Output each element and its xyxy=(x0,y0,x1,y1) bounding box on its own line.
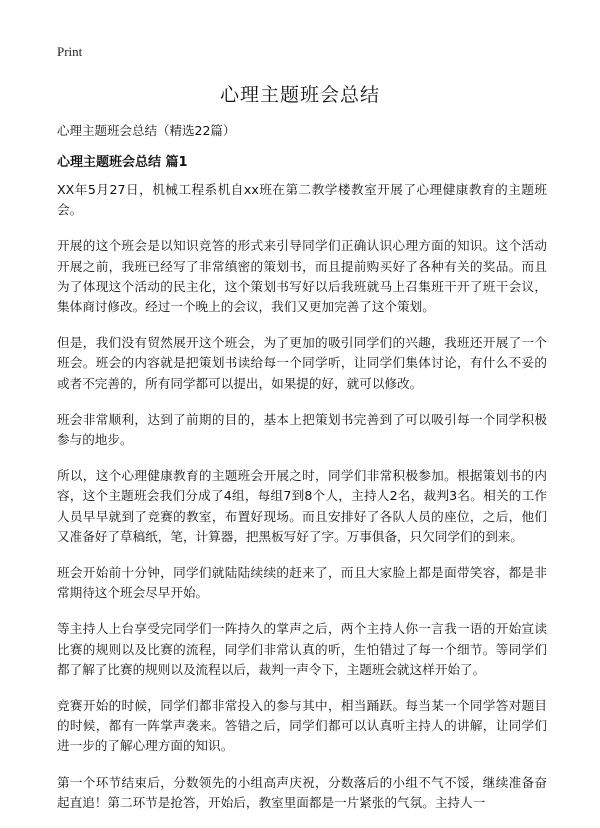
paragraph: 但是，我们没有贸然展开这个班会，为了更加的吸引同学们的兴趣，我班还开展了一个班会。班会的内容就是把策划书读给每一个同学听，让同学们集体讨论，有什么不妥的或者不完善的，所有同学都可以提出，如果提的好，就可以修改。 xyxy=(57,335,547,391)
document-title: 心理主题班会总结 xyxy=(219,84,380,106)
document-subtitle: 心理主题班会总结（精选22篇） xyxy=(57,123,236,138)
paragraph: 竞赛开始的时候，同学们都非常投入的参与其中，相当踊跃。每当某一个同学答对题目的时候，都有一阵掌声袭来。答错之后，同学们都可以认真听主持人的讲解，让同学们进一步的了解心理方面的知识。 xyxy=(57,698,547,754)
paragraph: 第一个环节结束后，分数领先的小组高声庆祝，分数落后的小组不气不馁，继续准备奋起直追！第二环节是抢答，开始后，教室里面都是一片紧张的气氛。主持人一 xyxy=(57,774,547,810)
paragraph: 班会非常顺利，达到了前期的目的，基本上把策划书完善到了可以吸引每一个同学积极参与的地步。 xyxy=(57,411,547,448)
paragraph: 所以，这个心理健康教育的主题班会开展之时，同学们非常积极参加。根据策划书的内容，这个主题班会我们分成了4组，每组7到8个人，主持人2名，裁判3名。相关的工作人员早早就到了竞赛的教室，布置好现场。而且安排好了各队人员的座位，之后，他们又准备好了草稿纸，笔，计算器，把黑板写好了字。万事俱备，只欠同学们的到来。 xyxy=(57,468,547,544)
paragraph: 班会开始前十分钟，同学们就陆陆续续的赶来了，而且大家脸上都是面带笑容，都是非常期待这个班会尽早开始。 xyxy=(57,565,547,601)
section-heading: 心理主题班会总结 篇1 xyxy=(57,155,188,170)
print-link[interactable]: Print xyxy=(57,44,83,59)
article-body xyxy=(57,180,547,828)
paragraph: 开展的这个班会是以知识竞答的形式来引导同学们正确认识心理方面的知识。这个活动开展之前，我班已经写了非常缜密的策划书，而且提前购买好了各种有关的奖品。而且为了体现这个活动的民主化，这个策划书写好以后我班就马上召集班干开了班干会议，集体商讨修改。经过一个晚上的会议，我们又更加完善了这个策划。 xyxy=(57,238,547,315)
paragraph: XX年5月27日，机械工程系机自xx班在第二教学楼教室开展了心理健康教育的主题班会。 xyxy=(57,182,547,218)
paragraph: 等主持人上台享受完同学们一阵持久的掌声之后，两个主持人你一言我一语的开始宣读比赛的规则以及比赛的流程，同学们非常认真的听，生怕错过了每一个细节。等同学们都了解了比赛的规则以及流程以后，裁判一声令下，主题班会就这样开始了。 xyxy=(57,621,547,677)
